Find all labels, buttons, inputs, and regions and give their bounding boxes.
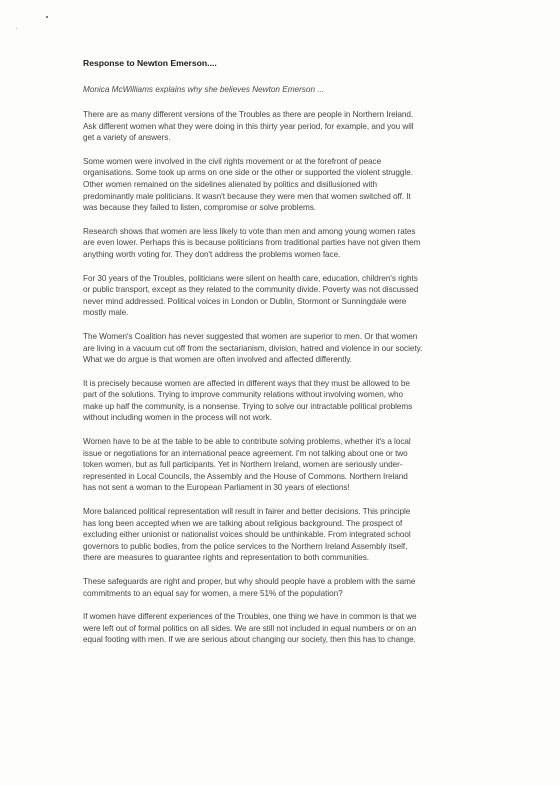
- paragraph-line: anything worth voting for. They don't address the problems women face.: [83, 249, 341, 259]
- document-body: [83, 57, 493, 658]
- paragraph: [83, 576, 493, 599]
- scan-speck: [46, 16, 48, 18]
- paragraph-line: without including women in the process will not work.: [83, 413, 272, 423]
- paragraph-line: there are measures to guarantee rights and representation to both communities.: [83, 553, 370, 563]
- paragraph-line: For 30 years of the Troubles, politicians were silent on health care, education, children's rights: [83, 273, 418, 283]
- document-title: Response to Newton Emerson....: [83, 58, 217, 68]
- paragraph: [83, 156, 493, 214]
- paragraph-line: Ask different women what they were doing in this thirty year period, for example, and you will: [83, 121, 414, 131]
- paragraph-line: get a variety of answers.: [83, 133, 171, 143]
- paragraph-line: It is precisely because women are affected in different ways that they must be allowed to be: [83, 378, 410, 388]
- paragraph-line: Women have to be at the table to be able to contribute solving problems, whether it's a local: [83, 437, 411, 447]
- paragraph-list: [83, 109, 493, 646]
- scan-speck: [16, 28, 17, 29]
- paragraph-line: make up half the community, is a nonsense. Trying to solve our intractable political problems: [83, 401, 413, 411]
- paragraph-line: equal footing with men. If we are serious about changing our society, then this has to change.: [83, 635, 416, 645]
- paragraph-line: More balanced political representation will result in fairer and better decisions. This principle: [83, 507, 411, 517]
- paragraph-line: What we do argue is that women are often involved and affected differently.: [83, 355, 352, 365]
- paragraph-line: token women, but as full participants. Yet in Northern Ireland, women are seriously under-: [83, 460, 403, 470]
- paragraph-line: represented in Local Councils, the Assembly and the House of Commons. Northern Ireland: [83, 471, 408, 481]
- paragraph-line: governors to public bodies, from the police services to the Northern Ireland Assembly itself,: [83, 541, 408, 551]
- paragraph-line: excluding either unionist or nationalist voices should be unthinkable. From integrated school: [83, 530, 411, 540]
- paragraph-line: were left out of formal politics on all sides. We are still not included in equal numbers or on an: [83, 623, 417, 633]
- paragraph-line: commitments to an equal say for women, a mere 51% of the population?: [83, 588, 343, 598]
- paragraph-line: The Women's Coalition has never suggested that women are superior to men. Or that women: [83, 331, 418, 341]
- paragraph: [83, 226, 493, 261]
- paragraph-line: has not sent a woman to the European Parliament in 30 years of elections!: [83, 483, 350, 493]
- paragraph-line: Some women were involved in the civil rights movement or at the forefront of peace: [83, 156, 382, 166]
- paragraph-line: mostly male.: [83, 308, 129, 318]
- paragraph: [83, 506, 493, 564]
- paragraph: [83, 436, 493, 494]
- paragraph: [83, 611, 493, 646]
- paragraph-line: If women have different experiences of the Troubles, one thing we have in common is that we: [83, 612, 417, 622]
- paragraph-line: or public transport, except as they related to the community divide. Poverty was not discussed: [83, 285, 419, 295]
- paragraph: [83, 378, 493, 424]
- paragraph: [83, 331, 493, 366]
- paragraph-line: are living in a vacuum cut off from the sectarianism, division, hatred and violence in our society.: [83, 343, 423, 353]
- document-subtitle: Monica McWilliams explains why she believes Newton Emerson ...: [83, 85, 325, 94]
- paragraph: [83, 109, 493, 144]
- paragraph: [83, 273, 493, 319]
- paragraph-line: These safeguards are right and proper, but why should people have a problem with the same: [83, 577, 416, 586]
- paragraph-line: are even lower. Perhaps this is because politicians from traditional parties have not given them: [83, 238, 421, 248]
- paragraph-line: was because they failed to listen, compromise or solve problems.: [83, 203, 316, 213]
- paragraph-line: issue or negotiations for an international peace agreement. I'm not talking about one or two: [83, 448, 408, 458]
- paragraph-line: predominantly male politicians. It wasn't because they were men that women switched off. It: [83, 191, 411, 201]
- paragraph-line: part of the solutions. Trying to improve community relations without involving women, who: [83, 390, 404, 400]
- paragraph-line: Other women remained on the sidelines alienated by politics and disillusioned with: [83, 179, 378, 189]
- paragraph-line: has long been accepted when we are talking about religious background. The prospect of: [83, 518, 403, 528]
- paragraph-line: There are as many different versions of the Troubles as there are people in Northern Ireland.: [83, 110, 414, 119]
- paragraph-line: organisations. Some took up arms on one side or the other or supported the violent struggle.: [83, 168, 413, 178]
- paragraph-line: Research shows that women are less likely to vote than men and among young women rates: [83, 226, 416, 236]
- paragraph-line: never mind addressed. Political voices in London or Dublin, Stormont or Sunningdale were: [83, 296, 407, 306]
